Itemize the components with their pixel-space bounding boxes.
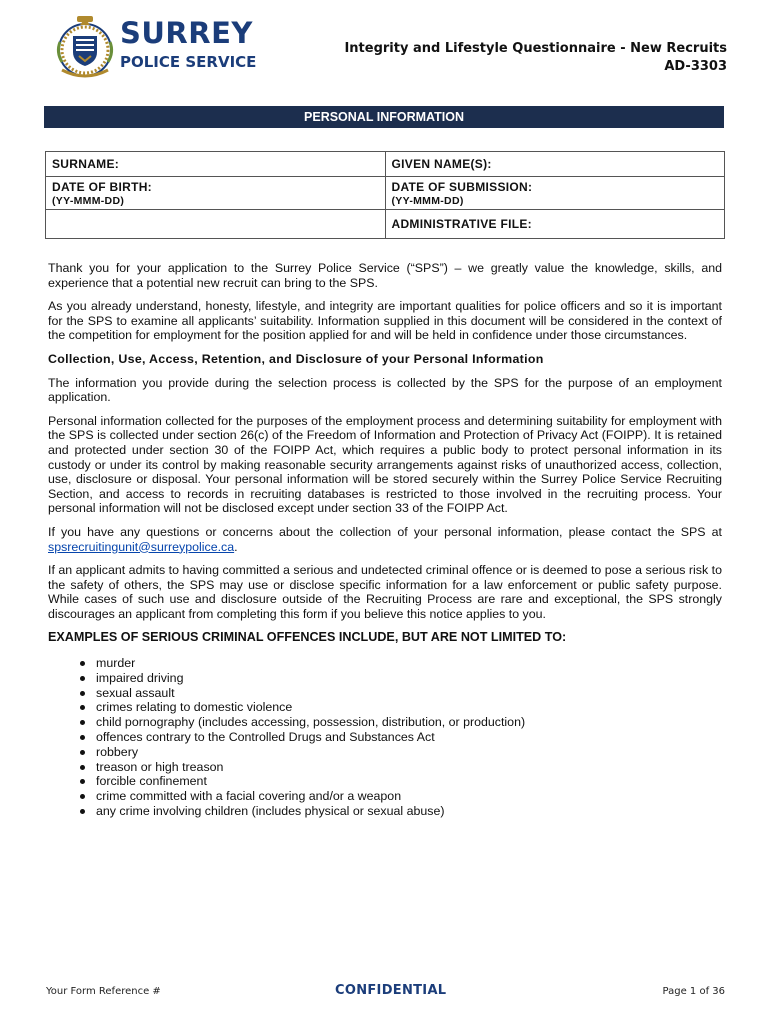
date-of-submission-format: (YY-MMM-DD) xyxy=(391,194,464,207)
disclosure-paragraph: If an applicant admits to having committed a serious and undetected criminal offence or is deemed to pose a serious risk to the safety of others, the SPS may use or disclose specific information for a law enforcement or public safety purpose. While cases of such use and disclosure outside of the Recruiting Process are rare and exceptional, the SPS strongly discourages an applicant from completing this form if you believe this notice applies to you. xyxy=(48,563,722,621)
list-item: robbery xyxy=(80,745,722,760)
list-item: crimes relating to domestic violence xyxy=(80,700,722,715)
date-of-birth-format: (YY-MMM-DD) xyxy=(52,194,125,207)
document-title: Integrity and Lifestyle Questionnaire - New Recruits xyxy=(344,41,727,56)
empty-cell xyxy=(46,210,386,239)
foipp-paragraph: Personal information collected for the purposes of the employment process and determining suitability for employment with the SPS is collected under section 26(c) of the Freedom of Information and Protection of Privacy Act (FOIPP). It is retained and protected under section 30 of the FOIPP Act, which requires a public body to protect personal information in its custody or under its control by making reasonable security arrangements against risks of unauthorized access, collection, use, disclosure or disposal. Your personal information will be stored securely within the Surrey Police Service Recruiting Section, and access to records in recruiting databases is restricted to those involved in the recruiting process. Your personal information will not be disclosed except under section 33 of the FOIPP Act. xyxy=(48,413,722,516)
brand-name: SURREY xyxy=(120,16,253,50)
list-item: murder xyxy=(80,656,722,671)
list-item: crime committed with a facial covering and/or a weapon xyxy=(80,789,722,804)
recruiting-email-link[interactable]: spsrecruitingunit@surreypolice.ca xyxy=(48,539,235,554)
list-item: treason or high treason xyxy=(80,760,722,775)
form-reference: Your Form Reference # xyxy=(46,986,161,997)
list-item: sexual assault xyxy=(80,686,722,701)
contact-text-end: . xyxy=(234,539,238,554)
date-of-birth-label: DATE OF BIRTH: xyxy=(52,179,152,194)
offences-heading: EXAMPLES OF SERIOUS CRIMINAL OFFENCES INCLUDE, BUT ARE NOT LIMITED TO: xyxy=(48,630,567,645)
contact-text: If you have any questions or concerns about the collection of your personal information, please contact the SPS at xyxy=(48,524,722,539)
confidential-label: CONFIDENTIAL xyxy=(335,983,447,998)
date-of-submission-label: DATE OF SUBMISSION: xyxy=(391,179,533,194)
list-item: any crime involving children (includes physical or sexual abuse) xyxy=(80,804,722,819)
document-body xyxy=(48,261,722,819)
document-code: AD-3303 xyxy=(664,59,727,74)
document-title-block xyxy=(344,40,727,76)
brand-subtitle: POLICE SERVICE xyxy=(120,53,257,71)
section-header-bar: PERSONAL INFORMATION xyxy=(44,106,724,128)
list-item: forcible confinement xyxy=(80,774,722,789)
surrey-police-logo xyxy=(50,12,265,82)
list-item: offences contrary to the Controlled Drugs and Substances Act xyxy=(80,730,722,745)
given-names-label: GIVEN NAME(S): xyxy=(391,157,492,171)
list-item: child pornography (includes accessing, possession, distribution, or production) xyxy=(80,715,722,730)
police-crest-icon xyxy=(50,12,120,82)
surname-field[interactable] xyxy=(46,152,386,177)
integrity-paragraph: As you already understand, honesty, lifestyle, and integrity are important qualities for police officers and so it is important for the SPS to examine all applicants’ suitability. Information supplied in this document will be considered in the context of the competition for employment for the position applied for and will be held in confidence under those circumstances. xyxy=(48,299,722,343)
administrative-file-label: ADMINISTRATIVE FILE: xyxy=(391,217,532,231)
date-of-birth-field[interactable] xyxy=(46,177,386,210)
administrative-file-field[interactable] xyxy=(385,210,725,239)
page-number: Page 1 of 36 xyxy=(662,986,725,997)
offences-list xyxy=(48,656,722,819)
list-item: impaired driving xyxy=(80,671,722,686)
given-names-field[interactable] xyxy=(385,152,725,177)
intro-paragraph: Thank you for your application to the Surrey Police Service (“SPS”) – we greatly value the knowledge, skills, and experience that a potential new recruit can bring to the SPS. xyxy=(48,261,722,290)
privacy-heading: Collection, Use, Access, Retention, and Disclosure of your Personal Information xyxy=(48,351,544,366)
collection-paragraph: The information you provide during the selection process is collected by the SPS for the purpose of an employment application. xyxy=(48,375,722,405)
date-of-submission-field[interactable] xyxy=(385,177,725,210)
personal-info-table xyxy=(45,151,725,239)
contact-paragraph xyxy=(48,525,722,554)
surname-label: SURNAME: xyxy=(52,157,120,171)
